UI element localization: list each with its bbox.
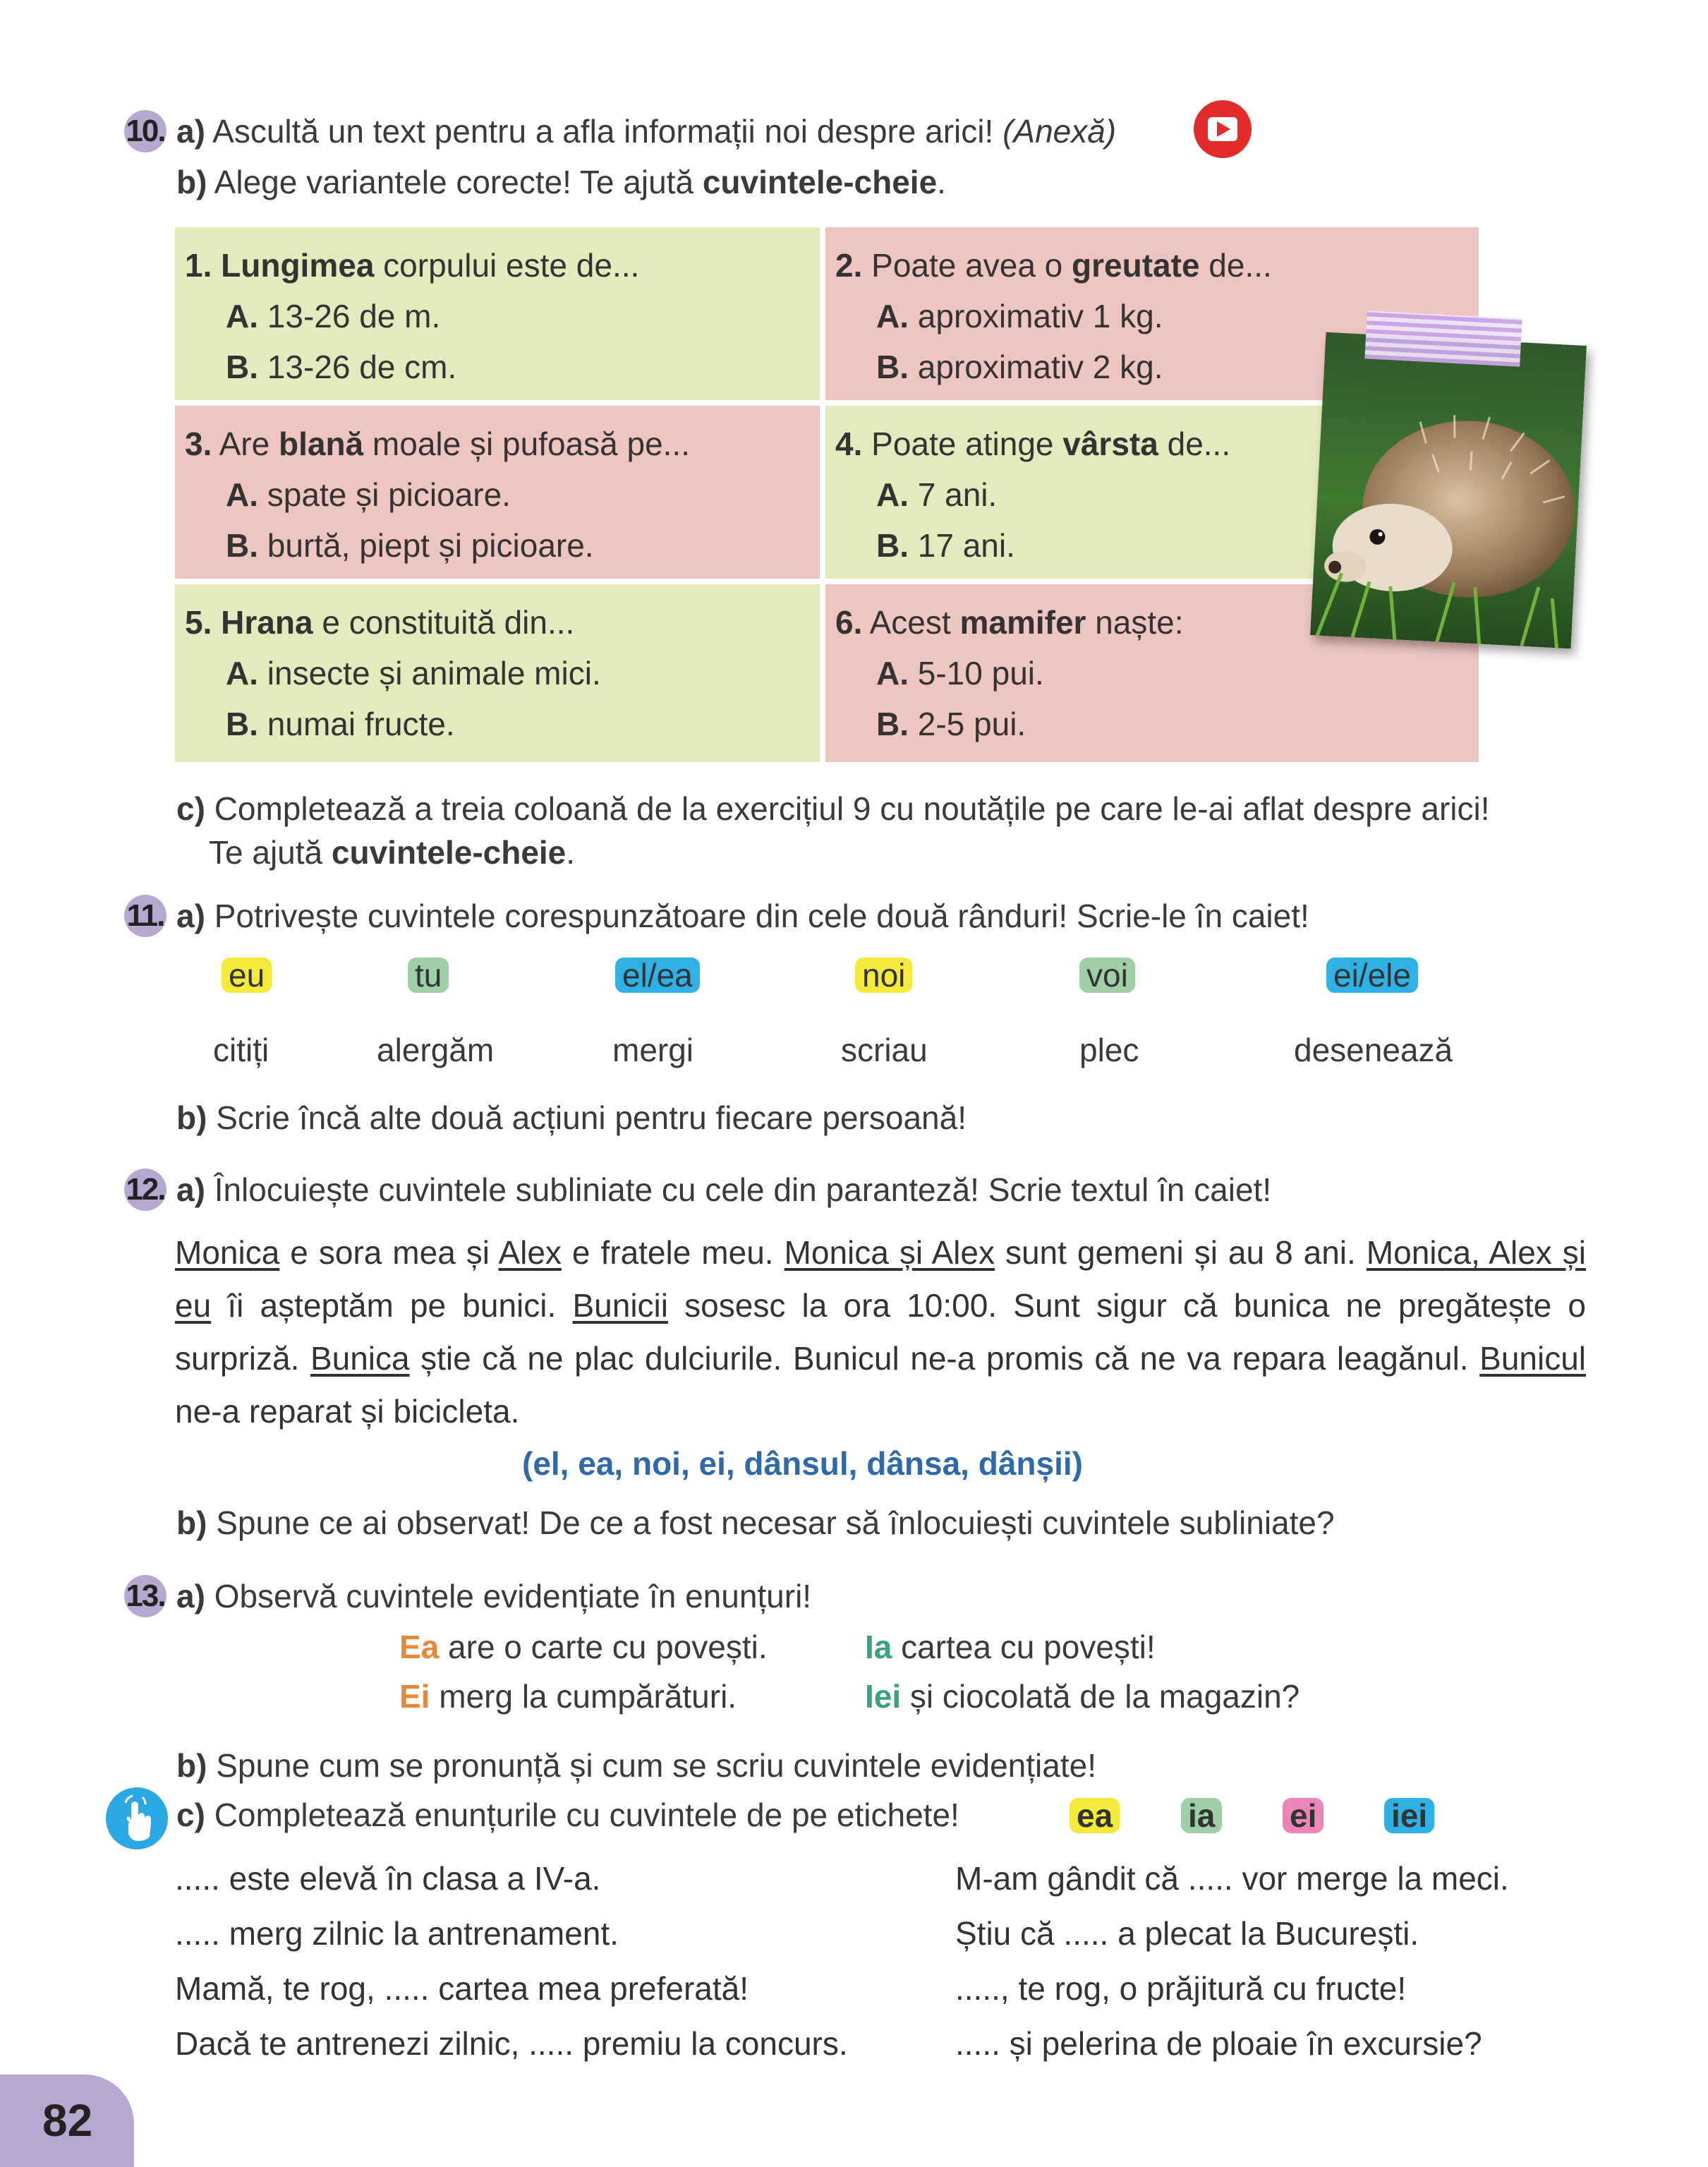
question-cell-6: 6. Acest mamifer naște: A. 5-10 pui. B. 2-5 pui. [825,584,1479,762]
fill-sentence: ..... și pelerina de ploaie în excursie? [955,2025,1482,2062]
fill-sentence: Mamă, te rog, ..... cartea mea preferată! [175,1970,749,2007]
exercise-12b: b) Spune ce ai observat! De ce a fost necesar să înlocuiești cuvintele subliniate? [176,1504,1335,1541]
play-video-icon[interactable] [1194,100,1252,158]
question-cell-1: 1. Lungimea corpului este de... A. 13-26 de m. B. 13-26 de cm. [175,227,820,400]
label-tag: iei [1384,1798,1434,1833]
exercise-10a: a) Ascultă un text pentru a afla informații noi despre arici! (Anexă) [176,113,1117,150]
question-cell-3: 3. Are blană moale și pufoasă pe... A. spate și picioare. B. burtă, piept și picioare. [175,406,820,579]
exercise-11a: a) Potrivește cuvintele corespunzătoare din cele două rânduri! Scrie-le în caiet! [176,898,1309,934]
exercise-10c: c) Completează a treia coloană de la exercițiul 9 cu noutățile pe care le-ai aflat despre arici! [176,790,1490,827]
pronoun-tag: voi [1079,958,1135,993]
verb-word: desenează [1294,1032,1453,1068]
exercise-11b: b) Scrie încă alte două acțiuni pentru fiecare persoană! [176,1099,967,1136]
photo-tape [1364,310,1522,366]
verb-word: alergăm [377,1032,495,1068]
hedgehog-photo [1310,332,1587,649]
pronoun-tag: ei/ele [1326,958,1418,993]
question-cell-2: 2. Poate avea o greutate de... A. aproximativ 1 kg. B. aproximativ 2 kg. [825,227,1479,400]
verb-word: citiți [213,1032,269,1068]
label-tag: ei [1283,1798,1324,1833]
fill-sentence: ....., te rog, o prăjitură cu fructe! [955,1970,1407,2007]
example-sentence: Ei merg la cumpărături. [399,1678,737,1715]
exercise-12-paragraph: Monica e sora mea și Alex e fratele meu. Monica și Alex sunt gemeni și au 8 ani. Monica, Alex și eu îi așteptăm pe bunici. Bunicii sosesc la ora 10:00. Sunt sigur că bunica ne pregătește o surpriză. Bunica știe că ne plac dulciurile. Bunicul ne-a promis că ne va repara leagănul. Bunicul ne-a reparat și bicicleta. [175,1234,1587,1430]
fill-sentence: ..... merg zilnic la antrenament. [175,1915,619,1952]
exercise-13a: a) Observă cuvintele evidențiate în enunțuri! [176,1578,812,1614]
exercise-number: 12. [124,1169,166,1211]
pronoun-options: (el, ea, noi, ei, dânsul, dânsa, dânșii) [522,1445,1083,1482]
exercise-number: 11. [124,895,166,937]
fill-sentence: M-am gândit că ..... vor merge la meci. [955,1860,1509,1897]
pronoun-tag: noi [855,958,912,993]
verb-word: mergi [612,1032,694,1068]
hand-pointer-icon [106,1787,168,1849]
exercise-number: 10. [124,110,166,152]
pronoun-tag: eu [222,958,272,993]
exercise-12a: a) Înlocuiește cuvintele subliniate cu cele din paranteză! Scrie textul în caiet! [176,1171,1272,1208]
page-number-tab [0,2075,134,2167]
exercise-10c-line2: Te ajută cuvintele-cheie. [209,834,576,871]
verb-word: plec [1079,1032,1139,1068]
example-sentence: Iei și ciocolată de la magazin? [865,1678,1300,1715]
verb-word: scriau [841,1032,928,1068]
question-cell-5: 5. Hrana e constituită din... A. insecte și animale mici. B. numai fructe. [175,584,820,762]
label-tag: ea [1070,1798,1120,1833]
label-tag: ia [1181,1798,1222,1833]
fill-sentence: ..... este elevă în clasa a IV-a. [175,1860,601,1897]
page-number: 82 [42,2095,93,2146]
exercise-number: 13. [124,1575,166,1617]
question-cell-4: 4. Poate atinge vârsta de... A. 7 ani. B. 17 ani. [825,406,1479,579]
fill-sentence: Dacă te antrenezi zilnic, ..... premiu la concurs. [175,2025,848,2062]
pronoun-tag: el/ea [615,958,700,993]
pronoun-tag: tu [408,958,449,993]
exercise-13c: c) Completează enunțurile cu cuvintele de pe etichete! [176,1797,959,1833]
exercise-13b: b) Spune cum se pronunță și cum se scriu cuvintele evidențiate! [176,1747,1096,1784]
exercise-10b: b) Alege variantele corecte! Te ajută cuvintele-cheie. [176,164,946,200]
example-sentence: Ea are o carte cu povești. [399,1629,768,1665]
example-sentence: Ia cartea cu povești! [865,1629,1156,1665]
fill-sentence: Știu că ..... a plecat la București. [955,1915,1419,1952]
